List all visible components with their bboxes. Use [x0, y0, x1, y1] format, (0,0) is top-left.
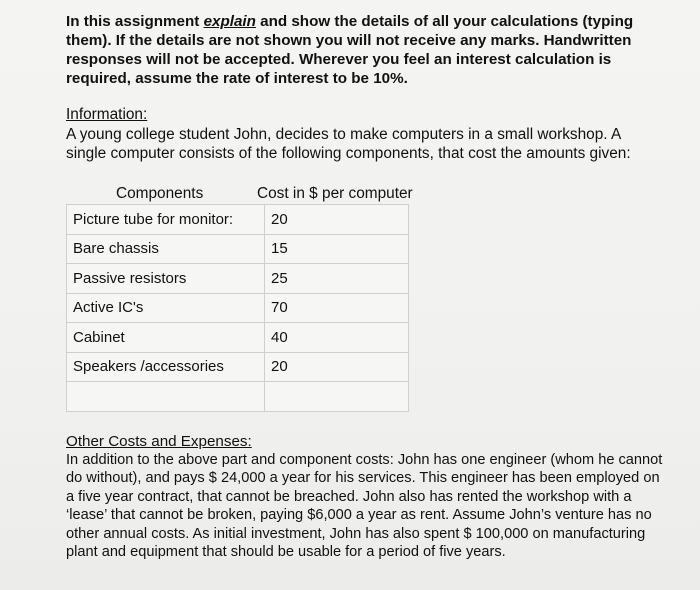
assignment-instructions [66, 12, 666, 88]
component-cost [265, 382, 409, 412]
component-name: Bare chassis [67, 234, 265, 264]
table-row [67, 234, 409, 264]
instructions-part2: and show the details of all your calculations (typing them). If the details are not shown you will not receive any marks. Handwritten responses will not be accepted. Wherever you feel an interest calculation is required, assume the rate of interest to be 10%. [66, 13, 634, 87]
component-cost: 15 [265, 234, 409, 264]
table-row [67, 264, 409, 294]
information-heading: Information: [66, 106, 148, 123]
components-column-header: Components [116, 185, 204, 202]
component-cost: 70 [265, 293, 409, 323]
component-name: Picture tube for monitor: [67, 205, 265, 235]
component-name: Cabinet [67, 323, 265, 353]
table-row [67, 205, 409, 235]
component-cost: 20 [265, 352, 409, 382]
table-row [67, 352, 409, 382]
components-table [66, 204, 409, 412]
table-row [67, 323, 409, 353]
instructions-emphasis: explain [203, 13, 256, 30]
other-costs-text: In addition to the above part and component costs: John has one engineer (whom he cannot do without), and pays $ 24,000 a year for his services. This engineer has been employed on a five year contract, that cannot be breached. John also has rented the workshop with a ‘lease’ that cannot be broken, paying $6,000 a year as rent. Assume John’s venture has no other annual costs. As initial investment, John has also spent $ 100,000 on manufacturing plant and equipment that should be usable for a period of five years. [66, 452, 663, 561]
component-cost: 40 [265, 323, 409, 353]
component-cost: 25 [265, 264, 409, 294]
table-row-empty [67, 382, 409, 412]
other-costs-heading: Other Costs and Expenses: [66, 433, 252, 450]
information-text: A young college student John, decides to make computers in a small workshop. A single computer consists of the following components, that cost the amounts given: [66, 126, 631, 162]
component-cost: 20 [265, 205, 409, 235]
table-row [67, 293, 409, 323]
component-name: Active IC's [67, 293, 265, 323]
component-name: Speakers /accessories [67, 352, 265, 382]
component-name [67, 382, 265, 412]
instructions-part1: In this assignment [66, 13, 204, 30]
cost-column-header: Cost in $ per computer [257, 185, 413, 202]
component-name: Passive resistors [67, 264, 265, 294]
